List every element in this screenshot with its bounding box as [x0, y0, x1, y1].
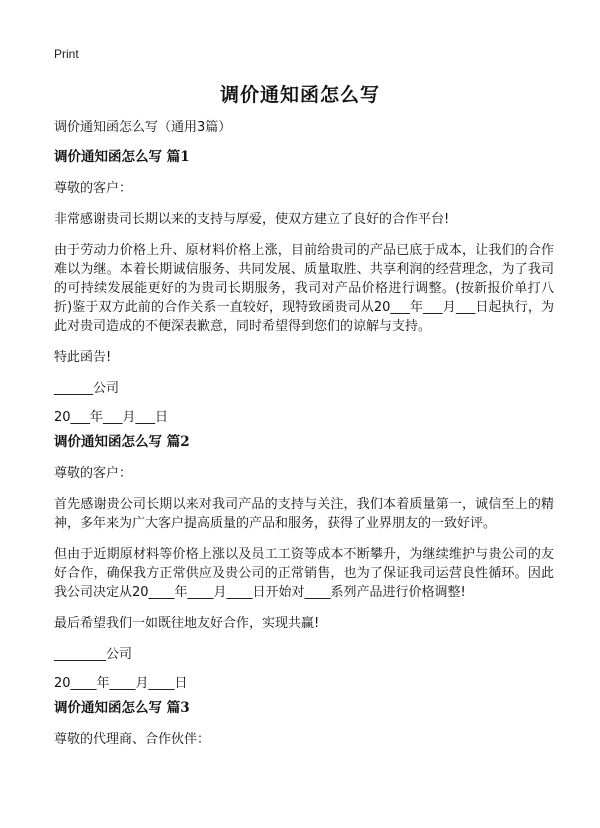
section-2-heading: 调价通知函怎么写 篇2 — [54, 434, 190, 450]
section-1-date: 20___年___月___日 — [54, 410, 169, 425]
section-1-paragraph-1: 非常感谢贵司长期以来的支持与厚爱，使双方建立了良好的合作平台! — [54, 212, 450, 227]
section-1-paragraph-2: 由于劳动力价格上升、原材料价格上涨，目前给贵司的产品已底于成本，让我们的合作难以为继。本着长期诚信服务、共同发展、质量取胜、共享利润的经营理念，为了我司的可持续发展能更好的为贵司长期服务，我司对产品价格进行调整。(按新报价单打八折)鉴于双方此前的合作关系一直较好，现特致函贵司从20___年___月___日起执行，为此对贵司造成的不便深表歉意，同时希望得到您们的谅解与支持。 — [54, 243, 554, 334]
section-1-heading: 调价通知函怎么写 篇1 — [54, 149, 190, 165]
print-link[interactable]: Print — [54, 47, 79, 61]
section-2-salutation: 尊敬的客户： — [54, 466, 133, 481]
section-3-salutation: 尊敬的代理商、合作伙伴： — [54, 732, 211, 747]
document-title: 调价通知函怎么写 — [219, 84, 380, 106]
document-subtitle: 调价通知函怎么写（通用3篇） — [54, 120, 232, 135]
section-1-paragraph-3: 特此函告! — [54, 350, 112, 365]
section-1-company: ______公司 — [54, 381, 120, 396]
section-2-company: ________公司 — [54, 647, 133, 662]
document-body — [54, 118, 554, 761]
section-2-paragraph-1: 首先感谢贵公司长期以来对我司产品的支持与关注，我们本着质量第一，诚信至上的精神，多年来为广大客户提高质量的产品和服务，获得了业界朋友的一致好评。 — [54, 497, 554, 531]
section-2-paragraph-3: 最后希望我们一如既往地友好合作，实现共赢! — [54, 616, 320, 631]
section-2-date: 20____年____月____日 — [54, 676, 188, 691]
section-1-salutation: 尊敬的客户： — [54, 181, 133, 196]
section-2-paragraph-2: 但由于近期原材料等价格上涨以及员工工资等成本不断攀升，为继续维护与贵公司的友好合作，确保我方正常供应及贵公司的正常销售，也为了保证我司运营良性循环。因此我公司决定从20____年____月____日开始对____系列产品进行价格调整! — [54, 547, 554, 600]
section-3-heading: 调价通知函怎么写 篇3 — [54, 700, 190, 716]
